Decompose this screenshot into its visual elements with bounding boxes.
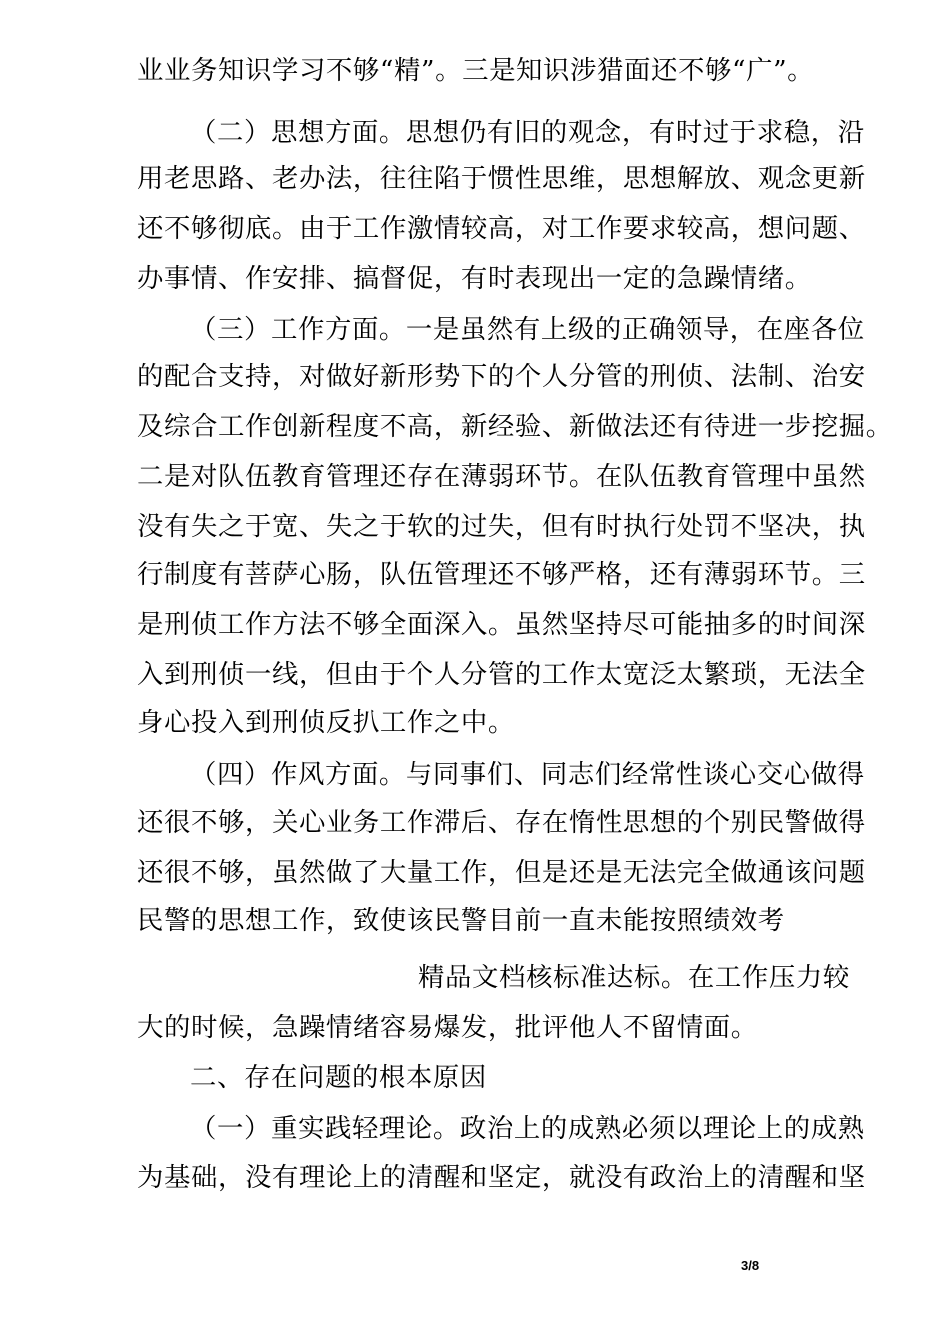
text-line: 没有失之于宽、失之于软的过失，但有时执行处罚不坚决，执 — [137, 511, 866, 542]
section-heading: 二、存在问题的根本原因 — [190, 1062, 487, 1093]
paragraph-heading-line: （一）重实践轻理论。政治上的成熟必须以理论上的成熟 — [190, 1113, 865, 1144]
paragraph-heading-line: （三）工作方面。一是虽然有上级的正确领导，在座各位 — [190, 314, 865, 345]
text-line: 精品文档核标准达标。在工作压力较 — [418, 962, 850, 993]
text-line: 办事情、作安排、搞督促，有时表现出一定的急躁情绪。 — [137, 263, 812, 294]
text-line: 二是对队伍教育管理还存在薄弱环节。在队伍教育管理中虽然 — [137, 461, 866, 492]
text-line: 民警的思想工作，致使该民警目前一直未能按照绩效考 — [137, 905, 785, 936]
text-line: 大的时候，急躁情绪容易爆发，批评他人不留情面。 — [137, 1012, 758, 1043]
text-line: 为基础，没有理论上的清醒和坚定，就没有政治上的清醒和坚 — [137, 1162, 866, 1193]
text-line: 业业务知识学习不够“精”。三是知识涉猎面还不够“广”。 — [137, 55, 815, 86]
text-line: 用老思路、老办法，往往陷于惯性思维，思想解放、观念更新 — [137, 163, 866, 194]
text-line: 身心投入到刑侦反扒工作之中。 — [137, 707, 515, 738]
text-line: 行制度有菩萨心肠，队伍管理还不够严格，还有薄弱环节。三 — [137, 559, 866, 590]
text-line: 的配合支持，对做好新形势下的个人分管的刑侦、法制、治安 — [137, 361, 866, 392]
page-number: 3/8 — [741, 1258, 760, 1273]
text-line: 是刑侦工作方法不够全面深入。虽然坚持尽可能抽多的时间深 — [137, 609, 866, 640]
paragraph-heading-line: （四）作风方面。与同事们、同志们经常性谈心交心做得 — [190, 759, 865, 790]
text-line: 还很不够，关心业务工作滞后、存在惰性思想的个别民警做得 — [137, 807, 866, 838]
text-line: 入到刑侦一线，但由于个人分管的工作太宽泛太繁琐，无法全 — [137, 659, 866, 690]
text-line: 及综合工作创新程度不高，新经验、新做法还有待进一步挖掘。 — [137, 411, 893, 442]
text-line: 还很不够，虽然做了大量工作，但是还是无法完全做通该问题 — [137, 857, 866, 888]
paragraph-heading-line: （二）思想方面。思想仍有旧的观念，有时过于求稳，沿 — [190, 117, 865, 148]
text-line: 还不够彻底。由于工作激情较高，对工作要求较高，想问题、 — [137, 213, 866, 244]
